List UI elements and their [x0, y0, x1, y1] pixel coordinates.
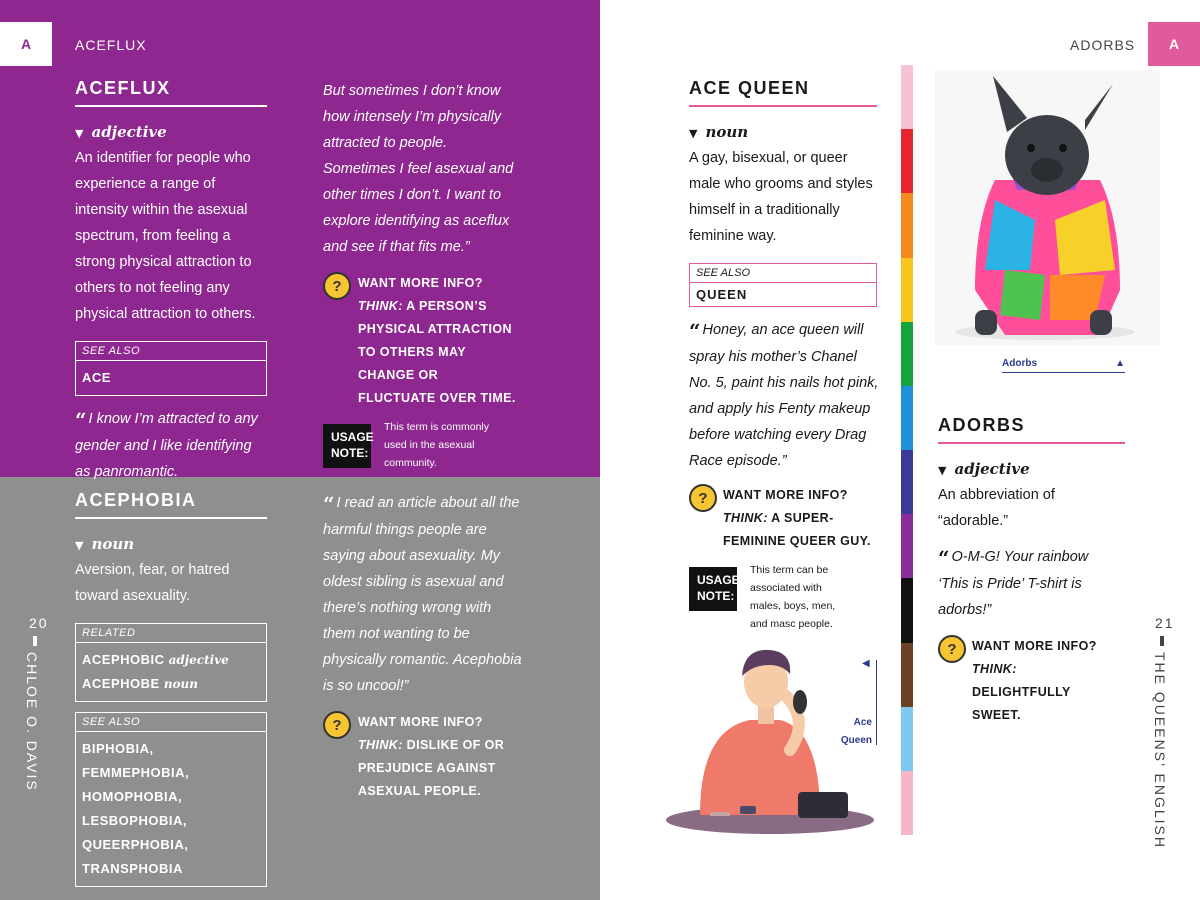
- stripe-orange: [901, 193, 913, 257]
- stripe-violet: [901, 514, 913, 578]
- aceflux-usage-note: [323, 421, 523, 472]
- thinking-face-icon: ?: [323, 711, 351, 739]
- right-letter-tab: A: [1148, 22, 1200, 66]
- think-body: DISLIKE OF OR PREJUDICE AGAINST ASEXUAL PEOPLE.: [358, 738, 505, 798]
- think-word: THINK:: [358, 299, 403, 313]
- book-title: THE QUEENS’ ENGLISH: [1152, 652, 1168, 849]
- lipstick: [710, 812, 730, 816]
- dog-right-paw: [1090, 310, 1112, 335]
- see-also-heading: SEE ALSO: [76, 342, 266, 361]
- stripe-pink-light: [901, 65, 913, 129]
- ace-queen-entry: [689, 78, 884, 633]
- makeup-palette: [740, 806, 756, 814]
- hoodie-patch-green: [1000, 270, 1045, 320]
- adorbs-quote: [938, 544, 1118, 623]
- ace-queen-think-text: [723, 484, 883, 553]
- ace-queen-see-also-box: [689, 263, 877, 307]
- ace-queen-quote: [689, 317, 881, 474]
- dog-head: [1005, 115, 1089, 195]
- adorbs-think-block: [938, 635, 1133, 727]
- acephobia-related-box: [75, 623, 267, 702]
- illustration-caption-line: [876, 660, 877, 745]
- ace-queen-think-block: [689, 484, 884, 553]
- stripe-brown: [901, 643, 913, 707]
- acephobia-pos-label: noun: [91, 535, 135, 553]
- dog-left-paw: [975, 310, 997, 335]
- think-prefix: WANT MORE INFO?: [358, 276, 483, 290]
- left-page-number: 20: [29, 615, 49, 631]
- thinking-face-icon: ?: [689, 484, 717, 512]
- acephobia-definition: Aversion, fear, or hatred toward asexuality.: [75, 562, 230, 604]
- ace-queen-term: ACE QUEEN: [689, 78, 877, 107]
- think-word: THINK:: [723, 511, 768, 525]
- photo-caption: [1002, 358, 1125, 373]
- left-running-head: ACEFLUX: [75, 37, 147, 53]
- quote-mark-icon: “: [938, 546, 950, 570]
- related-1-pos: adjective: [168, 653, 229, 667]
- stripe-indigo: [901, 450, 913, 514]
- adorbs-entry: [938, 415, 1133, 727]
- ace-queen-quote-text: Honey, an ace queen will spray his mother’s Chanel No. 5, paint his nails hot pink, and apply his Fenty makeup before watching every Drag Race episode.”: [689, 322, 879, 469]
- related-heading: RELATED: [76, 624, 266, 643]
- quote-mark-icon: “: [75, 408, 87, 432]
- related-1-word: ACEPHOBIC: [82, 652, 165, 667]
- acephobia-quote-text: I read an article about all the harmful things people are saying about asexuality. My oldest sibling is asexual and there’s nothing wrong with them not wanting to be physically romantic. Acephobia is so uncool!”: [323, 495, 522, 694]
- acephobia-quote: [323, 490, 523, 699]
- aceflux-term: ACEFLUX: [75, 78, 267, 107]
- triangle-down-icon: ▼: [689, 127, 698, 140]
- author-name: CHLOE O. DAVIS: [24, 652, 40, 792]
- ace-queen-usage-note: [689, 564, 884, 633]
- think-word: THINK:: [972, 662, 1017, 676]
- photo-caption-text: Adorbs: [1002, 358, 1037, 369]
- caption-pointer-up-icon: ▲: [1115, 358, 1125, 369]
- triangle-down-icon: ▼: [75, 539, 84, 552]
- ace-queen-pos-label: noun: [705, 123, 749, 141]
- acephobia-think-block: [323, 711, 523, 803]
- aceflux-think-text: [358, 272, 518, 410]
- adorbs-term: ADORBS: [938, 415, 1125, 444]
- stripe-green: [901, 322, 913, 386]
- stripe-yellow: [901, 258, 913, 322]
- adorbs-definition: An abbreviation of “adorable.”: [938, 487, 1055, 529]
- quote-mark-icon: “: [323, 492, 335, 516]
- aceflux-definition: An identifier for people who experience a range of intensity within the asexual spectrum, from feeling a strong physical attraction to others to not feeling any physical attraction to others.: [75, 150, 256, 322]
- see-also-value: BIPHOBIA, FEMMEPHOBIA, HOMOPHOBIA, LESBOPHOBIA, QUEERPHOBIA, TRANSPHOBIA: [82, 741, 190, 876]
- acephobia-entry: [75, 490, 270, 887]
- see-also-heading: SEE ALSO: [690, 264, 876, 283]
- think-prefix: WANT MORE INFO?: [358, 715, 483, 729]
- dog-right-eye: [1059, 144, 1067, 152]
- stripe-red: [901, 129, 913, 193]
- aceflux-think-block: [323, 272, 523, 410]
- aceflux-see-also-box: [75, 341, 267, 396]
- right-page-divider: [1160, 636, 1164, 646]
- acephobia-term: ACEPHOBIA: [75, 490, 267, 519]
- think-body: DELIGHTFULLY SWEET.: [972, 685, 1071, 722]
- makeup-bag: [798, 792, 848, 818]
- acephobia-column-2: [323, 490, 523, 803]
- compact-mirror: [793, 690, 807, 714]
- acephobia-see-also-box: [75, 712, 267, 887]
- stripe-black: [901, 578, 913, 642]
- usage-note-text: This term can be associated with males, boys, men, and masc people.: [750, 564, 836, 630]
- see-also-heading: SEE ALSO: [76, 713, 266, 732]
- think-prefix: WANT MORE INFO?: [723, 488, 848, 502]
- illustration-caption: Ace Queen: [840, 717, 872, 746]
- related-2-word: ACEPHOBE: [82, 676, 160, 691]
- caption-pointer-icon: ◀: [862, 658, 870, 669]
- adorbs-pos: [938, 460, 1133, 478]
- ace-queen-pos: [689, 123, 884, 141]
- see-also-value: QUEEN: [696, 287, 748, 302]
- related-item-2: [82, 672, 260, 696]
- think-body: A PERSON’S PHYSICAL ATTRACTION TO OTHERS MAY CHANGE OR FLUCTUATE OVER TIME.: [358, 299, 516, 405]
- adorbs-quote-text: O-M-G! Your rainbow ‘This is Pride’ T-shirt is adorbs!”: [938, 549, 1089, 618]
- dog-snout: [1031, 158, 1063, 182]
- aceflux-quote-text1: I know I’m attracted to any gender and I like identifying as panromantic.: [75, 411, 258, 480]
- stripe-pink: [901, 771, 913, 835]
- stripe-blue: [901, 386, 913, 450]
- aceflux-pos-label: adjective: [91, 123, 167, 141]
- right-page-number: 21: [1155, 615, 1175, 631]
- stripe-light-blue: [901, 707, 913, 771]
- aceflux-pos: [75, 123, 270, 141]
- aceflux-quote-part2: But sometimes I don’t know how intensely I’m physically attracted to people. Sometimes I feel asexual and other times I don’t. I want to explore identifying as aceflux and see if that fits me.”: [323, 83, 514, 255]
- usage-note-label: USAGE NOTE:: [323, 424, 371, 468]
- think-body: A SUPER-FEMININE QUEER GUY.: [723, 511, 871, 548]
- ace-queen-definition: A gay, bisexual, or queer male who grooms and styles himself in a traditionally feminine way.: [689, 150, 873, 244]
- dog-photo: [935, 70, 1160, 345]
- think-prefix: WANT MORE INFO?: [972, 639, 1097, 653]
- adorbs-pos-label: adjective: [954, 460, 1030, 478]
- thinking-face-icon: ?: [323, 272, 351, 300]
- triangle-down-icon: ▼: [938, 464, 947, 477]
- see-also-value: ACE: [82, 370, 111, 385]
- related-2-pos: noun: [163, 677, 198, 691]
- triangle-down-icon: ▼: [75, 127, 84, 140]
- left-letter-tab: A: [0, 22, 52, 66]
- aceflux-entry: [75, 78, 270, 485]
- left-page-divider: [33, 636, 37, 646]
- adorbs-think-text: [972, 635, 1112, 727]
- right-running-head: ADORBS: [1070, 37, 1136, 53]
- usage-note-label: USAGE NOTE:: [689, 567, 737, 611]
- thinking-face-icon: ?: [938, 635, 966, 663]
- rainbow-stripe: [901, 65, 913, 835]
- usage-note-text: This term is commonly used in the asexual community.: [384, 421, 490, 469]
- dog-left-eye: [1027, 144, 1035, 152]
- aceflux-quote-part1: [75, 406, 270, 485]
- quote-mark-icon: “: [689, 319, 701, 343]
- aceflux-column-2: [323, 78, 523, 472]
- acephobia-pos: [75, 535, 270, 553]
- think-word: THINK:: [358, 738, 403, 752]
- related-item-1: [82, 648, 260, 672]
- acephobia-think-text: [358, 711, 508, 803]
- related-values: [76, 643, 266, 701]
